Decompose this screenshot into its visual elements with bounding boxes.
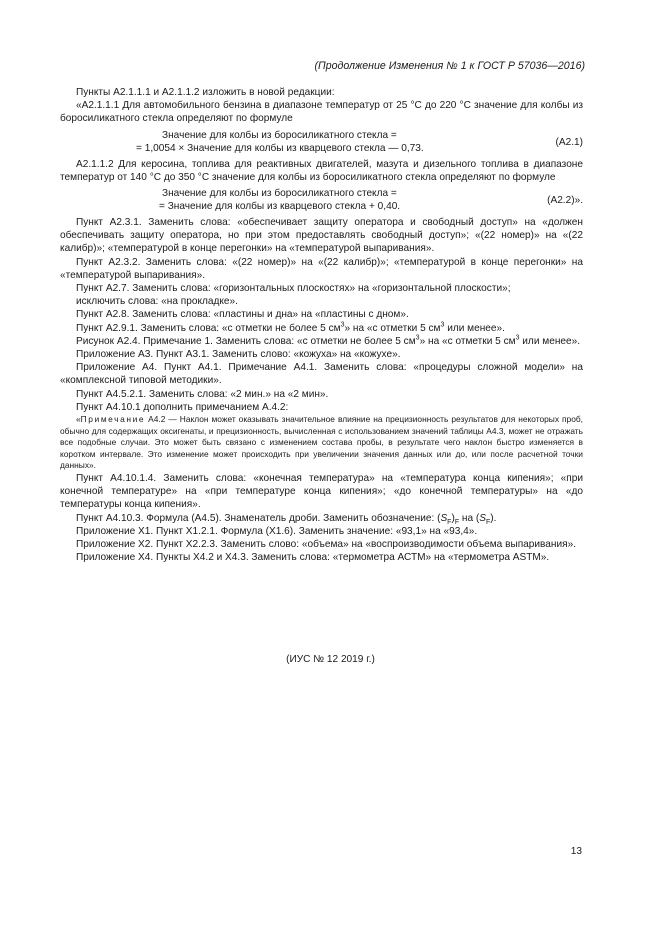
text-run: на ( bbox=[459, 512, 480, 524]
paragraph bbox=[60, 335, 583, 348]
paragraph bbox=[60, 322, 583, 335]
text-run: Пункт А2.9.1. Заменить слова: «с отметки не более 5 см bbox=[76, 322, 341, 334]
paragraph: Приложение Х2. Пункт Х2.2.3. Заменить слово: «объема» на «воспроизводимости объема выпаривания». bbox=[76, 539, 577, 551]
formula-number: (А2.1) bbox=[555, 136, 583, 148]
superscript: 3 bbox=[340, 321, 345, 329]
subscript: F bbox=[454, 518, 460, 526]
superscript: 3 bbox=[415, 334, 420, 342]
formula-a2-1 bbox=[60, 129, 583, 155]
formula-number: (А2.2)». bbox=[547, 195, 583, 207]
document-body bbox=[60, 86, 583, 564]
text-run: » на «с отметки 5 см bbox=[419, 335, 516, 347]
paragraph: Приложение А3. Пункт А3.1. Заменить слово: «кожуха» на «кожухе». bbox=[76, 349, 401, 361]
symbol: S bbox=[440, 512, 448, 524]
formula-line: Значение для колбы из боросиликатного стекла = bbox=[162, 129, 397, 141]
paragraph: Приложение Х1. Пункт Х1.2.1. Формула (Х1.6). Заменить значение: «93,1» на «93,4». bbox=[76, 525, 478, 537]
paragraph: Пункт А4.10.1 дополнить примечанием А.4.2: bbox=[76, 401, 289, 413]
note-label: Примечание bbox=[80, 414, 146, 425]
paragraph bbox=[60, 512, 583, 525]
paragraph: Пункт А2.3.2. Заменить слова: «(22 номер)» на «(22 калибр)»; «температурой в конце перегонки» на «температурой выпаривания». bbox=[60, 256, 583, 281]
note-block bbox=[60, 414, 583, 472]
subscript: F bbox=[447, 518, 452, 526]
paragraph: Пункт А4.5.2.1. Заменить слова: «2 мин.» на «2 мин». bbox=[76, 388, 329, 400]
superscript: 3 bbox=[515, 334, 520, 342]
page-header: (Продолжение Изменения № 1 к ГОСТ Р 57036—2016) bbox=[314, 60, 585, 72]
ius-reference: (ИУС № 12 2019 г.) bbox=[286, 654, 375, 665]
text-run: или менее». bbox=[519, 335, 581, 347]
text-run: Пункт А4.10.3. Формула (А4.5). Знаменатель дроби. Заменить обозначение: ( bbox=[76, 512, 441, 524]
text-run: или менее». bbox=[444, 322, 505, 334]
formula-a2-2 bbox=[60, 187, 583, 213]
paragraph: Пункт А2.8. Заменить слова: «пластины и дна» на «пластины с дном». bbox=[76, 309, 409, 321]
formula-line: = 1,0054 × Значение для колбы из кварцевого стекла — 0,73. bbox=[136, 142, 424, 154]
text-run: » на «с отметки 5 см bbox=[344, 322, 441, 334]
text-run: ) bbox=[451, 512, 455, 524]
paragraph: Пункт А4.10.1.4. Заменить слова: «конечная температура» на «температура конца кипения»; «при конечной температуре» на «при температуре конца кипения»; «до конечной температуры» на «до температуры конца кипения». bbox=[60, 473, 583, 511]
symbol: S bbox=[479, 512, 487, 524]
paragraph: Приложение Х4. Пункты Х4.2 и Х4.3. Заменить слова: «термометра АСТМ» на «термометра ASTM». bbox=[76, 552, 550, 564]
page-number: 13 bbox=[570, 846, 582, 857]
superscript: 3 bbox=[440, 321, 445, 329]
text-run: Рисунок А2.4. Примечание 1. Заменить слова: «с отметки не более 5 см bbox=[76, 335, 416, 347]
text-run: ). bbox=[490, 512, 497, 524]
subscript: F bbox=[486, 518, 491, 526]
formula-line: Значение для колбы из боросиликатного стекла = bbox=[162, 188, 397, 200]
paragraph: Пункты А2.1.1.1 и А2.1.1.2 изложить в новой редакции: bbox=[76, 87, 335, 98]
paragraph: Пункт А2.7. Заменить слова: «горизонтальных плоскостях» на «горизонтальной плоскости»; bbox=[76, 283, 511, 295]
paragraph: Приложение А4. Пункт А4.1. Примечание А4.1. Заменить слова: «процедуры сложной модели» на «комплексной типовой методики». bbox=[60, 362, 583, 387]
text-run: « bbox=[76, 414, 81, 425]
paragraph: Пункт А2.3.1. Заменить слова: «обеспечивает защиту оператора и свободный доступ» на «должен обеспечивать защиту оператора, но при этом предоставлять свободный доступ»; «(22 номер)» на «(22 калибр)»; «температурой в конце перегонки» на «температурой выпаривания». bbox=[60, 217, 583, 255]
formula-line: = Значение для колбы из кварцевого стекла + 0,40. bbox=[159, 201, 401, 213]
paragraph: исключить слова: «на прокладке». bbox=[76, 296, 238, 308]
paragraph: А2.1.1.2 Для керосина, топлива для реактивных двигателей, мазута и дизельного топлива в диапазоне температур от 140 °С до 350 °С значение для колбы из боросиликатного стекла определяют по формуле bbox=[60, 158, 583, 183]
note-text: А4.2 — Наклон может оказывать значительное влияние на прецизионность результатов для некоторых проб, обычно для содержащих оксигенаты, и прецизионность, вычисленная с использованием значений таблицы А4.3, может не отражать все подобные случаи. Это может быть связано с изменением состава пробы, в результате чего наклон быстро изменяется в коротком интервале. Это изменение может происходить при увеличении значения данных или до, или после расчетной точки данных». bbox=[60, 414, 583, 471]
paragraph: «А2.1.1.1 Для автомобильного бензина в диапазоне температур от 25 °С до 220 °С значение для колбы из боросиликатного стекла определяют по формуле bbox=[60, 100, 583, 125]
